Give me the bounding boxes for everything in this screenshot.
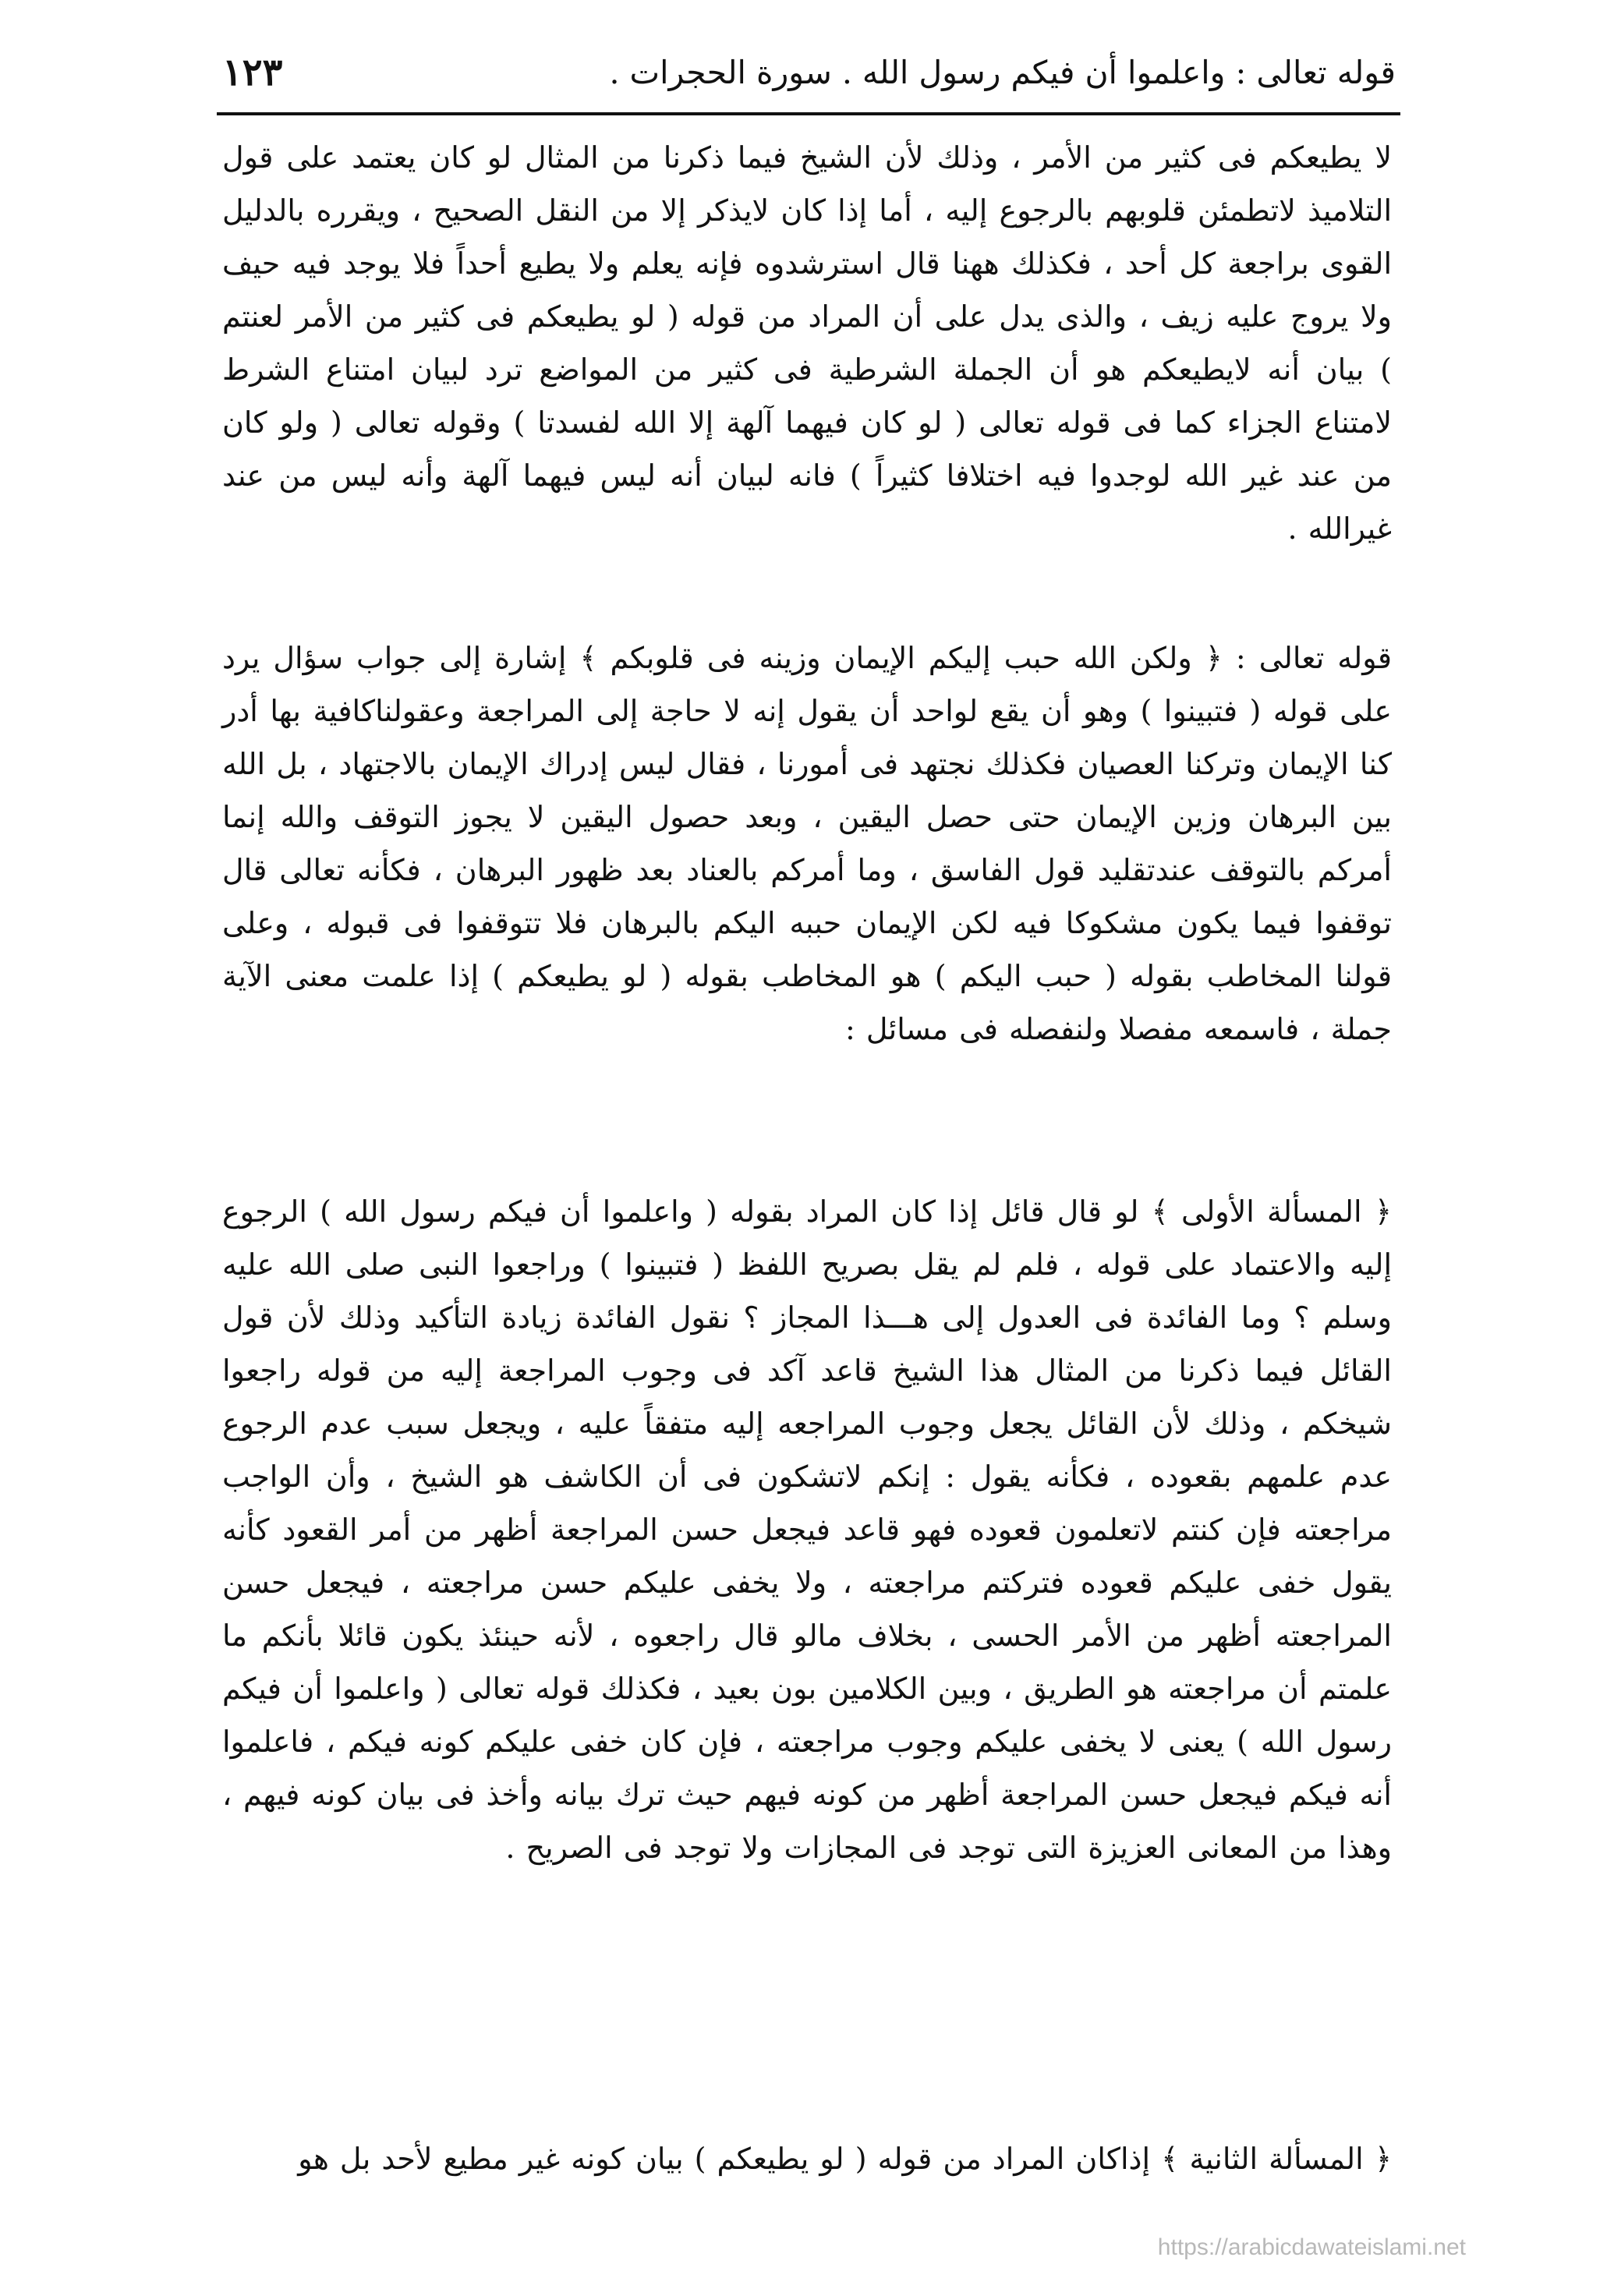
paragraph-text: ﴿ المسألة الثانية ﴾ إذاكان المراد من قوله ( لو يطيعكم ) بيان كونه غير مطيع لأحد بل هو (298, 2142, 1392, 2176)
page-number: ١٢٣ (222, 51, 283, 94)
paragraph-4 (222, 2132, 1392, 2185)
running-header (222, 39, 1396, 106)
paragraph-1 (222, 131, 1392, 555)
running-header-title: قوله تعالى : واعلموا أن فيكم رسول الله . سورة الحجرات . (609, 54, 1396, 91)
paragraph-text: قوله تعالى : ﴿ ولكن الله حبب إليكم الإيمان وزينه فى قلوبكم ﴾ إشارة إلى جواب سؤال يرد على قوله ( فتبينوا ) وهو أن يقع لواحد أن يقول إنه لا حاجة إلى المراجعة وعقولناكافية بها أدر كنا الإيمان وتركنا العصيان فكذلك نجتهد فى أمورنا ، فقال ليس إدراك الإيمان بالاجتهاد ، بل الله بين البرهان وزين الإيمان حتى حصل اليقين ، وبعد حصول اليقين لا يجوز التوقف والله إنما أمركم بالتوقف عندتقليد قول الفاسق ، وما أمركم بالعناد بعد ظهور البرهان ، فكأنه تعالى قال توقفوا فيما يكون مشكوكا فيه لكن الإيمان حببه اليكم بالبرهان فلا تتوقفوا فى قبوله ، وعلى قولنا المخاطب بقوله ( حبب اليكم ) هو المخاطب بقوله ( لو يطيعكم ) إذا علمت معنى الآية جملة ، فاسمعه مفصلا ولنفصله فى مسائل : (222, 641, 1392, 1046)
source-watermark: https://arabicdawateislami.net (1157, 2234, 1466, 2260)
paragraph-text: لا يطيعكم فى كثير من الأمر ، وذلك لأن الشيخ فيما ذكرنا من المثال لو كان يعتمد على قول التلاميذ لاتطمئن قلوبهم بالرجوع إليه ، أما إذا كان لايذكر إلا من النقل الصحيح ، ويقرره بالدليل القوى براجعة كل أحد ، فكذلك ههنا قال استرشدوه فإنه يعلم ولا يطيع أحداً فلا يوجد فيه حيف ولا يروج عليه زيف ، والذى يدل على أن المراد من قوله ( لو يطيعكم فى كثير من الأمر لعنتم ) بيان أنه لايطيعكم هو أن الجملة الشرطية فى كثير من المواضع ترد لبيان امتناع الشرط لامتناع الجزاء كما فى قوله تعالى ( لو كان فيهما آلهة إلا الله لفسدتا ) وقوله تعالى ( ولو كان من عند غير الله لوجدوا فيه اختلافا كثيراً ) فانه لبيان أنه ليس فيهما آلهة وأنه ليس من عند غيرالله . (222, 140, 1392, 546)
header-divider (217, 112, 1400, 115)
paragraph-2 (222, 631, 1392, 1056)
paragraph-3 (222, 1185, 1392, 1874)
paragraph-text: ﴿ المسألة الأولى ﴾ لو قال قائل إذا كان المراد بقوله ( واعلموا أن فيكم رسول الله ) الرجوع إليه والاعتماد على قوله ، فلم لم يقل بصريح اللفظ ( فتبينوا ) وراجعوا النبى صلى الله عليه وسلم ؟ وما الفائدة فى العدول إلى هـــذا المجاز ؟ نقول الفائدة زيادة التأكيد وذلك لأن قول القائل فيما ذكرنا من المثال هذا الشيخ قاعد آكد فى وجوب المراجعة إليه من قوله راجعوا شيخكم ، وذلك لأن القائل يجعل وجوب المراجعه إليه متفقاً عليه ، ويجعل سبب عدم الرجوع عدم علمهم بقعوده ، فكأنه يقول : إنكم لاتشكون فى أن الكاشف هو الشيخ ، وأن الواجب مراجعته فإن كنتم لاتعلمون قعوده فهو قاعد فيجعل حسن المراجعة أظهر من أمر القعود كأنه يقول خفى عليكم قعوده فتركتم مراجعته ، ولا يخفى عليكم حسن مراجعته ، فيجعل حسن المراجعته أظهر من الأمر الحسى ، بخلاف مالو قال راجعوه ، لأنه حينئذ يكون قائلا بأنكم ما علمتم أن مراجعته هو الطريق ، وبين الكلامين بون بعيد ، فكذلك قوله تعالى ( واعلموا أن فيكم رسول الله ) يعنى لا يخفى عليكم وجوب مراجعته ، فإن كان خفى عليكم كونه فيكم ، فاعلموا أنه فيكم فيجعل حسن المراجعة أظهر من كونه فيهم حيث ترك بيانه وأخذ فى بيان كونه فيهم ، وهذا من المعانى العزيزة التى توجد فى المجازات ولا توجد فى الصريح . (222, 1194, 1393, 1865)
